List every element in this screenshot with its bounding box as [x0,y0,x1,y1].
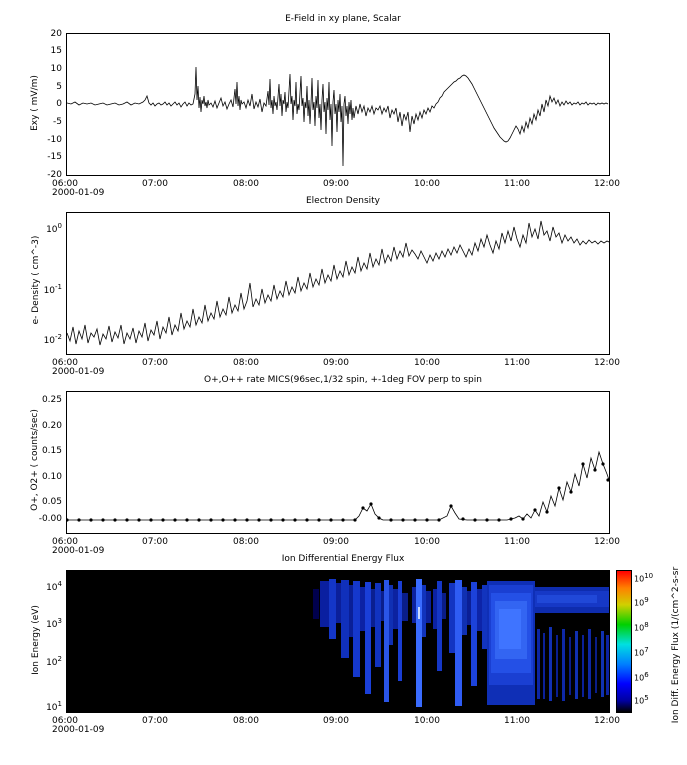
panel-spectrogram-ytick-3: $10^1$ [46,700,62,713]
panel-edensity-xtick-6: 12:00 [594,358,620,368]
panel-efield-xtick-4: 10:00 [414,179,440,189]
panel-efield-xtick-2: 08:00 [233,179,259,189]
panel-oplus-trace [67,392,609,533]
panel-oplus-ytick-1: 0.20 [41,421,62,431]
panel-efield-xtick-0: 06:00 [52,179,78,189]
panel-edensity-xtick-4: 10:00 [414,358,440,368]
panel-edensity-xtick-5: 11:00 [504,358,530,368]
panel-oplus-date: 2000-01-09 [52,546,105,556]
colorbar-tick-4: 106 [634,671,649,683]
panel-spectrogram-date: 2000-01-09 [52,725,105,735]
panel-efield-ytick-8: -20 [47,170,62,180]
panel-efield-ytick-5: -5 [53,117,62,127]
panel-efield-xtick-3: 09:00 [323,179,349,189]
panel-spectrogram-ytick-1: $10^3$ [46,617,62,630]
panel-spectrogram-ytick-2: $10^2$ [46,655,62,668]
colorbar-tick-2: 108 [634,621,649,633]
panel-oplus-ytick-3: 0.10 [41,472,62,482]
panel-efield-ytick-3: 5 [56,82,62,92]
colorbar-tick-3: 107 [634,646,649,658]
panel-edensity-plot [66,212,610,355]
panel-efield-ytick-6: -10 [47,135,62,145]
panel-spectrogram-xtick-2: 08:00 [233,716,259,726]
panel-oplus-ytick-4: 0.05 [41,497,62,507]
panel-efield-trace [67,34,609,175]
panel-oplus-xtick-3: 09:00 [323,537,349,547]
panel-edensity-xtick-1: 07:00 [142,358,168,368]
panel-edensity-ylabel: e- Density ( cm^-3) [31,235,41,325]
panel-efield-ylabel: Exy ( mV/m) [30,75,40,131]
panel-efield-ytick-4: 0 [56,99,62,109]
panel-spectrogram-xtick-6: 12:00 [594,716,620,726]
panel-spectrogram-title: Ion Differential Energy Flux [281,554,405,564]
panel-efield-plot [66,33,610,176]
panel-edensity-title: Electron Density [306,196,380,206]
panel-edensity-ytick-0: $10^0$ [46,222,62,235]
panel-spectrogram-xtick-3: 09:00 [323,716,349,726]
colorbar-tick-5: 105 [634,694,649,706]
panel-oplus-xtick-6: 12:00 [594,537,620,547]
panel-efield-ytick-1: 15 [50,46,62,56]
panel-oplus-xtick-4: 10:00 [414,537,440,547]
panel-efield-ytick-7: -15 [47,152,62,162]
panel-edensity-trace [67,213,609,354]
panel-spectrogram-xtick-4: 10:00 [414,716,440,726]
panel-spectrogram-image [67,571,609,712]
panel-efield-xtick-1: 07:00 [142,179,168,189]
panel-spectrogram-xtick-1: 07:00 [142,716,168,726]
panel-efield-title: E-Field in xy plane, Scalar [285,14,401,24]
panel-spectrogram-ylabel: Ion Energy (eV) [31,605,41,675]
panel-oplus-ylabel: O+, O2+ ( counts/sec) [30,409,40,511]
panel-oplus-xtick-1: 07:00 [142,537,168,547]
panel-edensity-xtick-2: 08:00 [233,358,259,368]
panel-spectrogram-xtick-5: 11:00 [504,716,530,726]
panel-edensity-ytick-2: $10^{-2}$ [43,333,62,346]
panel-edensity-xtick-3: 09:00 [323,358,349,368]
panel-spectrogram-xtick-0: 06:00 [52,716,78,726]
panel-edensity-ytick-1: $10^{-1}$ [43,283,62,296]
panel-oplus-xtick-0: 06:00 [52,537,78,547]
panel-efield-xtick-5: 11:00 [504,179,530,189]
panel-oplus-title: O+,O++ rate MICS(96sec,1/32 spin, +-1deg FOV perp to spin [204,375,482,385]
panel-efield-date: 2000-01-09 [52,188,105,198]
panel-oplus-ytick-0: 0.25 [41,395,62,405]
colorbar [616,570,632,713]
panel-oplus-ytick-2: 0.15 [41,446,62,456]
panel-oplus-markers [67,462,609,521]
panel-edensity-xtick-0: 06:00 [52,358,78,368]
colorbar-label: Ion Diff. Energy Flux (1/(cm^2-s-sr [671,566,681,724]
panel-spectrogram-ytick-0: $10^4$ [46,580,62,593]
panel-oplus-ytick-5: -0.00 [38,514,62,524]
panel-efield-ytick-0: 20 [50,29,62,39]
panel-oplus-plot [66,391,610,534]
colorbar-tick-1: 109 [634,596,649,608]
panel-efield-xtick-6: 12:00 [594,179,620,189]
panel-edensity-date: 2000-01-09 [52,367,105,377]
panel-oplus-xtick-5: 11:00 [504,537,530,547]
colorbar-tick-0: 1010 [634,572,654,584]
panel-spectrogram-plot [66,570,610,713]
panel-efield-ytick-2: 10 [50,64,62,74]
panel-oplus-xtick-2: 08:00 [233,537,259,547]
